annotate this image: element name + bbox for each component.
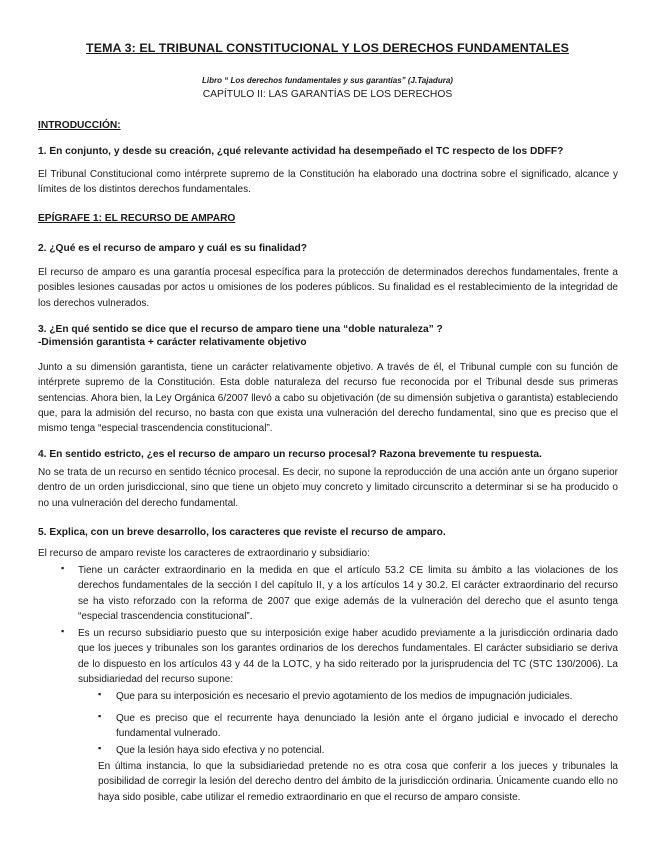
list-item-extraordinario: Tiene un carácter extraordinario en la medida en que el artículo 53.2 CE limita su ámbito a las violaciones de los derechos fundamentales de la sección I del capítulo II, y a los artículos 14 y 30.2. El carácter extraordinario del recurso se ha visto reforzado con la reforma de 2007 que exige además de la vulneración del derecho que el asunto tenga “especial trascendencia constitucional”. (78, 565, 618, 622)
document-title: TEMA 3: EL TRIBUNAL CONSTITUCIONAL Y LOS DERECHOS FUNDAMENTALES (86, 41, 569, 55)
closing-paragraph: En última instancia, lo que la subsidiariedad pretende no es otra cosa que conferir a los jueces y tribunales la posibilidad de corregir la lesión del derecho dentro del ámbito de la jurisdicción ordinaria. Únicamente cuando ello no haya sido posible, cabe utilizar el remedio extraordinario en que el recurso de amparo consiste. (98, 761, 618, 803)
chapter-title: CAPÍTULO II: LAS GARANTÍAS DE LOS DERECHOS (202, 89, 453, 100)
bullet-square-icon: ▪ (61, 563, 65, 573)
question-3-note: -Dimensión garantista + carácter relativamente objetivo (38, 337, 307, 348)
sub-item-agotamiento: Que para su interposición es necesario el previo agotamiento de los medios de impugnación judiciales. (116, 691, 573, 702)
question-4: 4. En sentido estricto, ¿es el recurso de amparo un recurso procesal? Razona brevemente tu respuesta. (38, 449, 542, 460)
question-5: 5. Explica, con un breve desarrollo, los caracteres que reviste el recurso de amparo. (38, 527, 446, 538)
section-heading-intro: INTRODUCCIÓN: (38, 120, 121, 131)
answer-3: Junto a su dimensión garantista, tiene un carácter relativamente objetivo. A través de él, el Tribunal cumple con su función de intérprete supremo de la Constitución. Esta doble naturaleza del recurso fue reconocida por el Tribunal desde sus primeras sentencias. Ahora bien, la Ley Orgánica 6/2007 llevó a cabo su objetivación (de su dimensión subjetiva o garantista) estableciendo que, para la admisión del recurso, no basta con que exista una vulneración del derecho fundamental, sino que es preciso que el mismo tenga “especial trascendencia constitucional”. (38, 362, 618, 435)
sub-item-lesion-efectiva: Que la lesión haya sido efectiva y no potencial. (116, 745, 325, 756)
question-3: 3. ¿En qué sentido se dice que el recurso de amparo tiene una “doble naturaleza” ? (38, 324, 443, 335)
answer-1: El Tribunal Constitucional como intérprete supremo de la Constitución ha elaborado una doctrina sobre el significado, alcance y límites de los distintos derechos fundamentales. (38, 169, 618, 196)
bullet-square-icon: ▪ (61, 626, 65, 636)
answer-5-intro: El recurso de amparo reviste los caracteres de extraordinario y subsidiario: (38, 548, 370, 559)
section-heading-epigrafe-1: EPÍGRAFE 1: EL RECURSO DE AMPARO (38, 213, 236, 224)
list-item-subsidiario: Es un recurso subsidiario puesto que su interposición exige haber acudido previamente a la jurisdicción ordinaria dado que los jueces y tribunales son los garantes ordinarios de los derechos fundamentales. El carácter subsidiario se deriva de lo dispuesto en los artículos 43 y 44 de la LOTC, y ha sido reiterado por la jurisprudencia del TC (STC 130/2006). La subsidiariedad del recurso supone: (78, 628, 618, 685)
book-reference (0, 76, 655, 85)
question-2: 2. ¿Qué es el recurso de amparo y cuál es su finalidad? (38, 243, 307, 254)
book-reference-text: Libro “ Los derechos fundamentales y sus garantías” (J.Tajadura) (202, 76, 453, 85)
question-1: 1. En conjunto, y desde su creación, ¿qué relevante actividad ha desempeñado el TC respecto de los DDFF? (38, 146, 564, 157)
bullet-square-icon: ▪ (98, 689, 102, 699)
sub-item-denuncia: Que es preciso que el recurrente haya denunciado la lesión ante el órgano judicial e invocado el derecho fundamental vulnerado. (116, 713, 618, 740)
bullet-square-icon: ▪ (98, 743, 102, 753)
answer-2: El recurso de amparo es una garantía procesal específica para la protección de determinados derechos fundamentales, frente a posibles lesiones causadas por actos u omisiones de los poderes públicos. Su finalidad es el restablecimiento de la integridad de los derechos vulnerados. (38, 267, 618, 309)
answer-4: No se trata de un recurso en sentido técnico procesal. Es decir, no supone la reproducción de una acción ante un órgano superior dentro de un orden jurisdiccional, sino que tiene un objeto muy concreto y limitado circunscrito a determinar si se ha producido o no una vulneración del derecho fundamental. (38, 467, 618, 509)
bullet-square-icon: ▪ (98, 711, 102, 721)
